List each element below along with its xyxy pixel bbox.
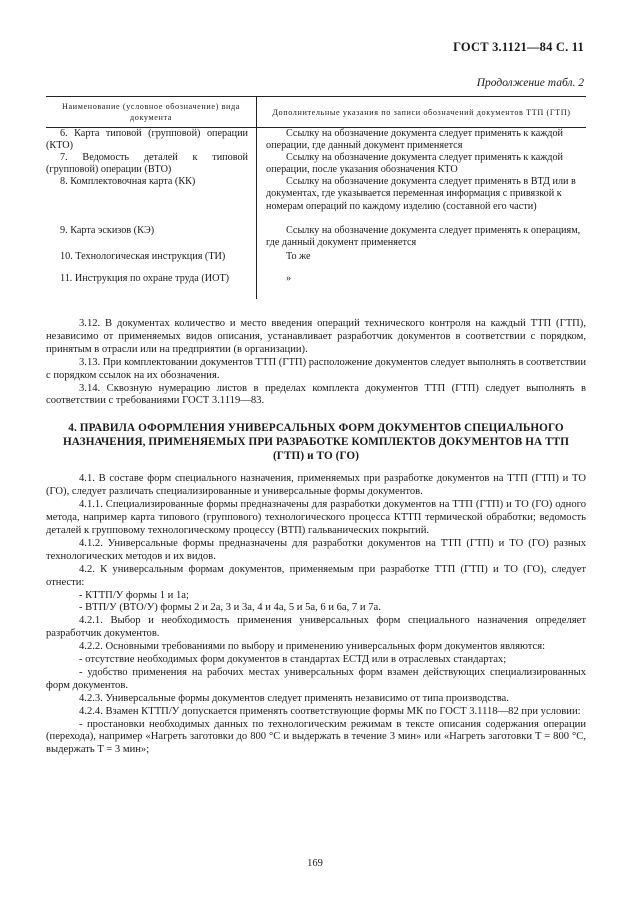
page-header-standard: ГОСТ 3.1121—84 С. 11 [453, 40, 584, 54]
paragraph-3-14: 3.14. Сквозную нумерацию листов в пределах комплекта документов ТТП (ГТП) следует выполнять в соответствии с требованиями ГОСТ 3.1119—83. [46, 382, 586, 407]
doc-note-cell: Ссылку на обозначение документа следует применять в ВТД или в документах, где указывается переменная информация с привязкой к номерам операций по каждому изделию (составной его части) [266, 176, 576, 212]
doc-note-cell: Ссылку на обозначение документа следует применять к операциям, где данный документ применяется [266, 225, 581, 249]
table-row [46, 152, 586, 176]
paragraph-3-12: 3.12. В документах количество и место введения операций технического контроля на каждый ТТП (ГТП), независимо от применяемых видов описания, устанавливает разработчик документов в соответствии с порядком, принятым в отрасли или на предприятии (в организации). [46, 318, 586, 355]
table-row [46, 128, 586, 152]
table-header [46, 96, 586, 128]
table-row [46, 273, 586, 299]
paragraph-4-2-3: 4.2.3. Универсальные формы документов следует применять независимо от типа производства. [79, 692, 509, 704]
paragraph-4-2-4: 4.2.4. Взамен КТТП/У допускается применять соответствующие формы МК по ГОСТ 3.1118—82 при условии: [79, 705, 581, 717]
doc-note-cell: » [286, 273, 292, 284]
doc-name-cell: 9. Карта эскизов (КЭ) [60, 225, 155, 236]
document-body [46, 318, 586, 757]
doc-name-cell: 8. Комплектовочная карта (КК) [60, 176, 196, 187]
paragraph-4-1-1: 4.1.1. Специализированные формы предназначены для разработки документов на ТТП (ГТП) и ТО (ГО) одного метода, например карта типового (группового) технологического процесса КТТП термической обработки; ведомость деталей к групповому технологическому процессу (ВТП) гальванических покрытий. [46, 499, 586, 536]
page-number: 169 [307, 858, 323, 869]
list-item: - КТТП/У формы 1 и 1а; [79, 589, 189, 601]
table-2 [46, 96, 586, 299]
table-row [46, 225, 586, 251]
table-row [46, 176, 586, 225]
doc-note-cell: Ссылку на обозначение документа следует применять к каждой операции, где данный документ применяется [266, 128, 564, 152]
table-row [46, 251, 586, 273]
column-divider [256, 128, 257, 299]
paragraph-3-13: 3.13. При комплектовании документов ТТП (ГТП) расположение документов следует выполнять в соответствии с порядком ссылок на их обозначения. [46, 356, 586, 381]
doc-note-cell: То же [286, 251, 311, 262]
table-continuation-label: Продолжение табл. 2 [476, 77, 584, 89]
list-item: - ВТП/У (ВТО/У) формы 2 и 2а, 3 и 3а, 4 и 4а, 5 и 5а, 6 и 6а, 7 и 7а. [79, 602, 381, 614]
paragraph-4-2-1: 4.2.1. Выбор и необходимость применения универсальных форм специального назначения определяет разработчик документов. [46, 615, 586, 640]
paragraph-4-1: 4.1. В составе форм специального назначения, применяемых при разработке документов на ТТП (ГТП) и ТО (ГО), следует различать специализированные и универсальные формы документов. [46, 473, 586, 498]
list-item: - простановки необходимых данных по технологическим режимам в тексте описания содержания операции (перехода), например «Нагреть заготовки до 800 °С и выдержать в течение 3 мин» или «Нагреть заготовки T = 800 °С, выдержать T = 3 мин»; [46, 718, 586, 756]
doc-name-cell: 10. Технологическая инструкция (ТИ) [60, 251, 226, 262]
column-header-notes: Дополнительные указания по записи обозначений документов ТТП (ГТП) [272, 107, 571, 117]
doc-name-cell: 6. Карта типовой (групповой) операции (КТО) [46, 128, 248, 152]
section-4-title: 4. ПРАВИЛА ОФОРМЛЕНИЯ УНИВЕРСАЛЬНЫХ ФОРМ ДОКУМЕНТОВ СПЕЦИАЛЬНОГО НАЗНАЧЕНИЯ, ПРИМЕНЯЕМЫХ ПРИ РАЗРАБОТКЕ КОМПЛЕКТОВ ДОКУМЕНТОВ НА ТТП (ГТП) и ТО (ГО) [62, 422, 570, 463]
paragraph-4-2-2: 4.2.2. Основными требованиями по выбору и применению универсальных форм документов являются: [79, 641, 546, 653]
doc-name-cell: 11. Инструкция по охране труда (ИОТ) [60, 273, 230, 284]
list-item: - удобство применения на рабочих местах универсальных форм взамен действующих специализированных форм документов. [46, 666, 586, 691]
column-header-name: Наименование (условное обозначение) вида документа [46, 97, 257, 127]
paragraph-4-2: 4.2. К универсальным формам документов, применяемым при разработке ТТП (ГТП) и ТО (ГО), следует отнести: [46, 563, 586, 588]
list-item: - отсутствие необходимых форм документов в стандартах ЕСТД или в отраслевых стандартах; [79, 654, 507, 666]
doc-note-cell: Ссылку на обозначение документа следует применять к каждой операции, после указания обозначения КТО [266, 152, 564, 176]
table-body [46, 128, 586, 299]
paragraph-4-1-2: 4.1.2. Универсальные формы предназначены для разработки документов на ТТП (ГТП) и ТО (ГО) разных технологических методов и их видов. [46, 537, 586, 562]
doc-name-cell: 7. Ведомость деталей к типовой (групповой) операции (ВТО) [46, 152, 248, 176]
